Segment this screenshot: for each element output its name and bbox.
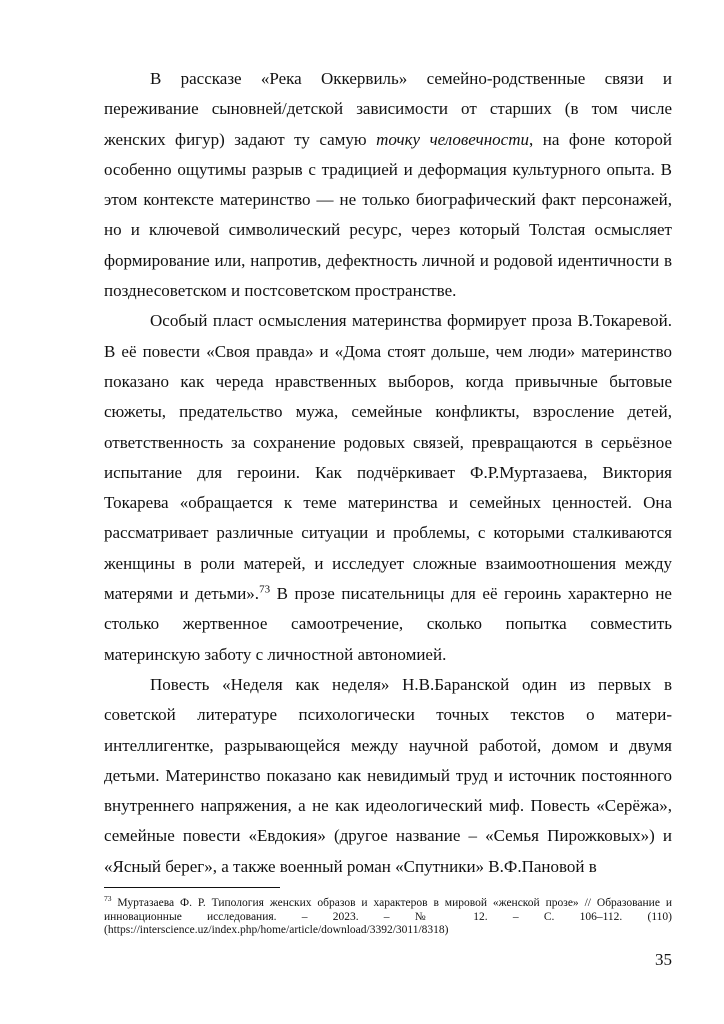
footnote-reference: 73 — [259, 583, 271, 596]
text-run: Особый пласт осмысления материнства формирует проза В.Токаревой. В её повести «Своя правда» и «Дома стоят дольше, чем люди» материнство показано как череда нравственных выборов, когда привычные бытовые сюжеты, предательство мужа, семейные конфликты, взросление детей, ответственность за сохранение родовых связей, превращаются в серьёзное испытание для героини. Как подчёркивает Ф.Р.Муртазаева, Виктория Токарева «обращается к теме материнства и семейных ценностей. Она рассматривает различные ситуации и проблемы, с которыми сталкиваются женщины в роли матерей, и исследует сложные взаимоотношения между матерями и детьми». — [104, 311, 672, 604]
italic-emphasis: точку человечности — [376, 129, 529, 149]
text-run: В рассказе «Река Оккервиль» семейно-родственные связи и переживание сыновней/детской зависимости от старших (в том числе женских фигур) задают ту самую — [104, 69, 672, 149]
text-run: Повесть «Неделя как неделя» Н.В.Баранской один из первых в советской литературе психологически точных текстов о матери-интеллигентке, разрывающейся между научной работой, домом и двумя детьми. Материнство показано как невидимый труд и источник постоянного внутреннего напряжения, а не как идеологический миф. Повесть «Серёжа», семейные повести «Евдокия» (другое название – «Семья Пирожковых») и «Ясный берег», а также военный роман «Спутники» В.Ф.Пановой в — [104, 674, 672, 876]
footnote-text: Муртазаева Ф. Р. Типология женских образов и характеров в мировой «женской прозе» // Образование и инновационные исследования. – 2023. – № 12. – С. 106–112. (110) (https://interscience.uz/index.php/home/article/download/3392/3011/8318) — [104, 897, 672, 936]
paragraph-1 — [104, 64, 672, 306]
body-text — [104, 64, 672, 882]
text-run: , на фоне которой особенно ощутимы разрыв с традицией и деформация культурного опыта. В этом контексте материнство — не только биографический факт персонажей, но и ключевой символический ресурс, через который Толстая осмысляет формирование или, напротив, дефектность личной и родовой идентичности в позднесоветском и постсоветском пространстве. — [104, 129, 672, 301]
footnote — [104, 894, 672, 938]
paragraph-3 — [104, 670, 672, 882]
paragraph-2 — [104, 306, 672, 670]
text-run: В прозе писательницы для её героинь характерно не столько жертвенное самоотречение, сколько попытка совместить материнскую заботу с личностной автономией. — [104, 584, 672, 664]
page-number: 35 — [655, 950, 672, 969]
footnote-marker: 73 — [104, 894, 112, 904]
footnote-separator — [104, 887, 280, 888]
